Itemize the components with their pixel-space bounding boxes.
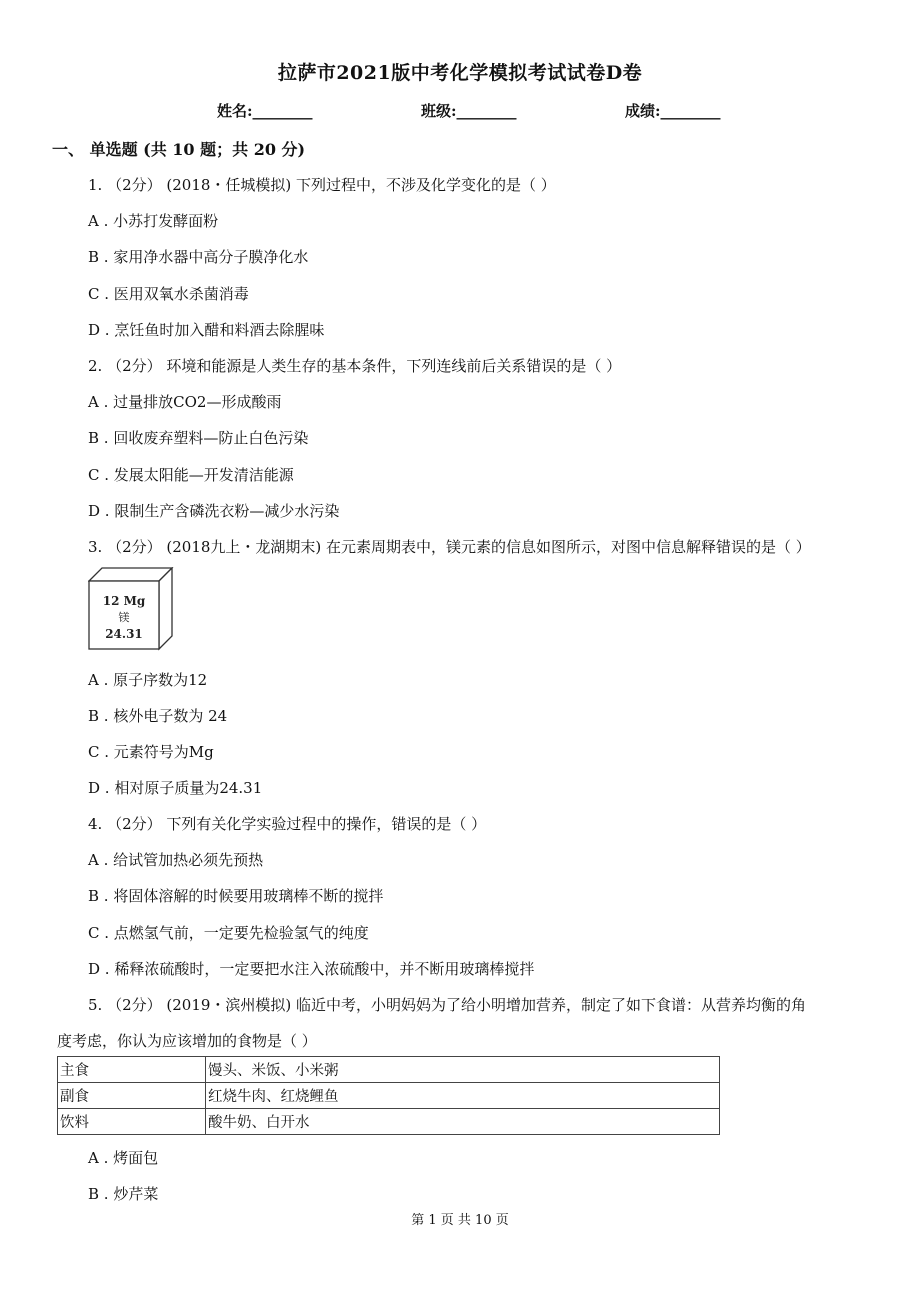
food-menu-table xyxy=(57,1056,720,1135)
name-field-label: 姓名:________ xyxy=(217,102,313,120)
question-2-option-d: D . 限制生产含磷洗衣粉—减少水污染 xyxy=(88,502,340,520)
table-cell: 主食 xyxy=(58,1057,206,1083)
question-3-option-d: D . 相对原子质量为24.31 xyxy=(88,779,263,797)
question-5-option-a: A . 烤面包 xyxy=(88,1149,159,1167)
table-cell: 酸牛奶、白开水 xyxy=(206,1109,720,1135)
element-name: 镁 xyxy=(118,611,130,624)
element-mass: 24.31 xyxy=(105,627,143,641)
page-title: 拉萨市2021版中考化学模拟考试试卷D卷 xyxy=(277,62,643,84)
question-3-stem: 3. （2分） (2018九上・龙湖期末) 在元素周期表中，镁元素的信息如图所示，对图中信息解释错误的是（ ） xyxy=(88,538,811,556)
table-row xyxy=(58,1057,720,1083)
section-heading: 一、 单选题 (共 10 题；共 20 分) xyxy=(52,140,306,159)
question-5-stem: 5. （2分） (2019・滨州模拟) 临近中考，小明妈妈为了给小明增加营养，制定了如下食谱：从营养均衡的角 xyxy=(88,996,807,1014)
table-cell: 馒头、米饭、小米粥 xyxy=(206,1057,720,1083)
question-1-option-c: C . 医用双氧水杀菌消毒 xyxy=(88,285,249,303)
page-footer: 第 1 页 共 10 页 xyxy=(411,1213,509,1228)
question-1-option-a: A . 小苏打发酵面粉 xyxy=(88,212,219,230)
question-2-stem: 2. （2分） 环境和能源是人类生存的基本条件，下列连线前后关系错误的是（ ） xyxy=(88,357,622,375)
question-4-option-b: B . 将固体溶解的时候要用玻璃棒不断的搅拌 xyxy=(88,887,384,905)
question-4-option-a: A . 给试管加热必须先预热 xyxy=(88,851,264,869)
question-3-option-b: B . 核外电子数为 24 xyxy=(88,707,228,725)
question-5-option-b: B . 炒芹菜 xyxy=(88,1185,159,1203)
question-4-option-d: D . 稀释浓硫酸时，一定要把水注入浓硫酸中，并不断用玻璃棒搅拌 xyxy=(88,960,535,978)
table-row xyxy=(58,1083,720,1109)
question-5-stem-continued: 度考虑，你认为应该增加的食物是（ ） xyxy=(57,1032,317,1050)
question-1-option-b: B . 家用净水器中高分子膜净化水 xyxy=(88,248,309,266)
question-4-option-c: C . 点燃氢气前，一定要先检验氢气的纯度 xyxy=(88,924,369,942)
table-cell: 饮料 xyxy=(58,1109,206,1135)
table-row xyxy=(58,1109,720,1135)
element-number-symbol: 12 Mg xyxy=(102,594,146,608)
table-cell: 红烧牛肉、红烧鲤鱼 xyxy=(206,1083,720,1109)
class-field-label: 班级:________ xyxy=(421,102,517,120)
question-4-stem: 4. （2分） 下列有关化学实验过程中的操作，错误的是（ ） xyxy=(88,815,487,833)
question-1-option-d: D . 烹饪鱼时加入醋和料酒去除腥味 xyxy=(88,321,325,339)
magnesium-element-cube xyxy=(88,567,174,651)
question-2-option-c: C . 发展太阳能—开发清洁能源 xyxy=(88,466,294,484)
score-field-label: 成绩:________ xyxy=(625,102,721,120)
table-cell: 副食 xyxy=(58,1083,206,1109)
question-2-option-b: B . 回收废弃塑料—防止白色污染 xyxy=(88,429,309,447)
question-3-option-c: C . 元素符号为Mg xyxy=(88,743,214,761)
question-3-option-a: A . 原子序数为12 xyxy=(88,671,208,689)
question-2-option-a: A . 过量排放CO2—形成酸雨 xyxy=(88,393,282,411)
question-1-stem: 1. （2分） (2018・任城模拟) 下列过程中，不涉及化学变化的是（ ） xyxy=(88,176,556,194)
